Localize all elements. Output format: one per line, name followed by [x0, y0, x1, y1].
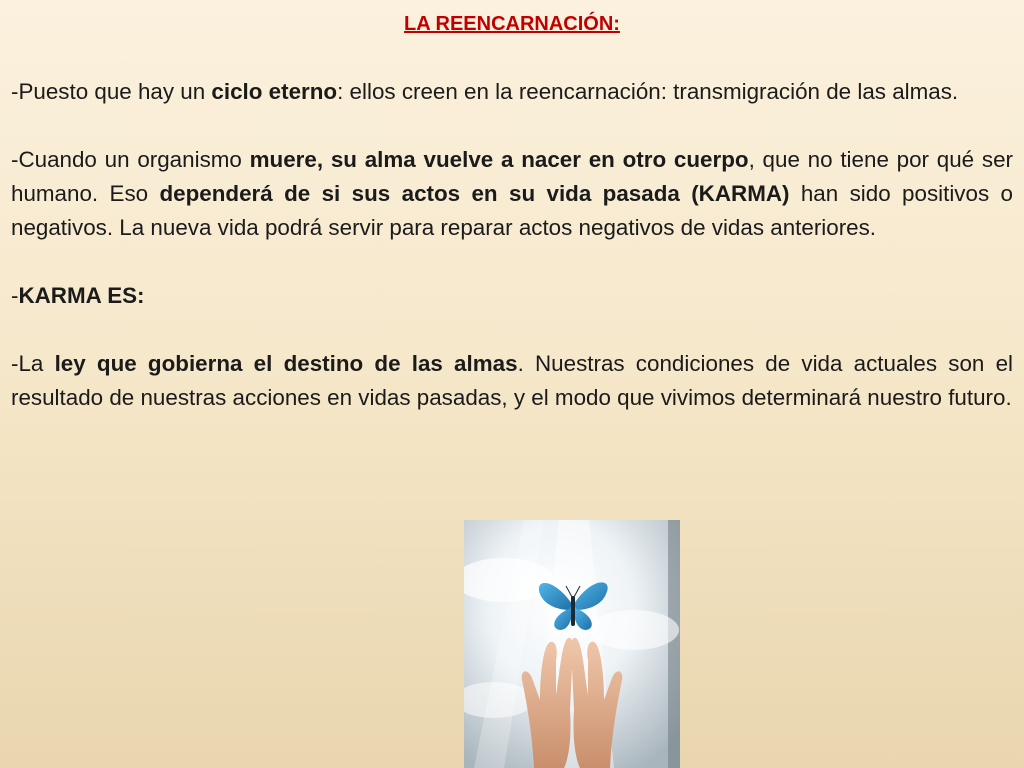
paragraph-gap: [11, 313, 1013, 347]
emphasis-alma: muere, su alma vuelve a nacer en otro cuerpo: [249, 147, 749, 172]
text-run: : ellos creen en la reencarnación: transmigración de las almas.: [337, 79, 959, 104]
text-run: -Cuando un organismo: [11, 147, 250, 172]
text-run: . Nuestras condiciones de vida actuales son el resultado de nuestras acciones en vidas pasadas, y el modo que vivimos determinará nuestro futuro.: [11, 351, 1013, 410]
karma-heading: KARMA ES:: [18, 283, 145, 308]
emphasis-karma: dependerá de si sus actos en su vida pasada (KARMA): [159, 181, 790, 206]
paragraph-gap: [11, 109, 1013, 143]
paragraph-organism: [11, 143, 1013, 245]
text-run: , que no tiene por qué ser humano. Eso: [11, 147, 1014, 206]
text-run: han sido positivos o negativos. La nueva vida podrá servir para reparar actos negativos de vidas anteriores.: [11, 181, 1013, 240]
text-run: -La: [11, 351, 55, 376]
paragraph-gap: [11, 245, 1013, 279]
text-run: -: [11, 283, 19, 308]
butterfly-hands-illustration: [464, 520, 680, 768]
emphasis-ley: ley que gobierna el destino de las almas: [54, 351, 518, 376]
paragraph-karma-heading: [11, 279, 1013, 313]
butterfly-hands-image: [464, 520, 680, 768]
text-run: -Puesto que hay un: [11, 79, 212, 104]
emphasis-ciclo-eterno: ciclo eterno: [211, 79, 338, 104]
slide-title: LA REENCARNACIÓN:: [404, 13, 620, 35]
paragraph-law: [11, 347, 1013, 415]
paragraph-cycle: [11, 75, 1013, 109]
slide-body: [11, 75, 1013, 415]
